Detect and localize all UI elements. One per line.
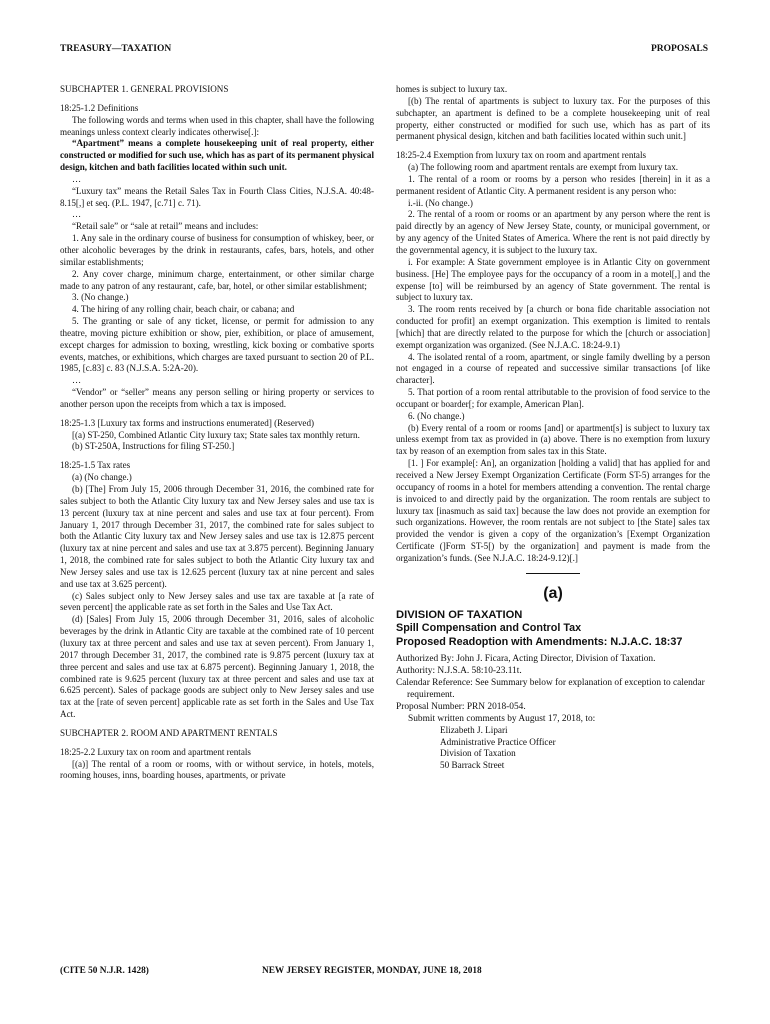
paragraph: [(a)] The rental of a room or rooms, with or without service, in hotels, motels, rooming houses, inns, boarding houses, apartments, or private xyxy=(60,758,374,781)
paragraph: (c) Sales subject only to New Jersey sales and use tax are taxable at [a rate of seven percent] the applicable rate as set forth in the Sales and Use Tax Act. xyxy=(60,590,374,613)
paragraph: 4. The isolated rental of a room, apartment, or single family dwelling by a person not engaged in a course of repeated and successive similar transactions [of like character]. xyxy=(396,351,710,386)
paragraph: (d) [Sales] From July 15, 2006 through December 31, 2016, sales of alcoholic beverages by the drink in Atlantic City are taxable at the combined rate of 10 percent (luxury tax at three percent and sales and use tax at seven percent). From January 1, 2017 through December 31, 2017, the combined rate is 9.875 percent (luxury tax at three percent and sales and use tax at 6.875 percent). Beginning January 1, 2018, the combined rate is 9.625 percent (luxury tax at three percent and sales and use tax at 6.625 percent). Sales of package goods are subject only to New Jersey sales and use tax at the [rate of seven percent] applicable rate as set forth in the Sales and Use Tax Act. xyxy=(60,614,374,720)
paragraph: 1. The rental of a room or rooms by a person who resides [therein] in it as a permanent resident of Atlantic City. A permanent resident is any person who: xyxy=(396,173,710,196)
paragraph: 4. The hiring of any rolling chair, beach chair, or cabana; and xyxy=(72,304,295,315)
calendar-reference: Calendar Reference: See Summary below for explanation of exception to calendar requirement. xyxy=(396,678,705,701)
paragraph: … xyxy=(72,209,82,220)
paragraph: 18:25-1.5 Tax rates xyxy=(60,460,131,471)
footer-citation: (CITE 50 N.J.R. 1428) xyxy=(60,966,149,976)
paragraph: (b) Every rental of a room or rooms [and] or apartment[s] is subject to luxury tax unless exempt from tax as provided in (a) above. There is no exemption from luxury tax by reason of an exemption from sales tax in this State. xyxy=(396,422,710,457)
address-line: 50 Barrack Street xyxy=(440,759,505,770)
left-column xyxy=(60,84,374,782)
paragraph: (a) The following room and apartment rentals are exempt from luxury tax. xyxy=(408,162,679,173)
paragraph: 3. The room rents received by [a church or bona fide charitable association not conducted for profit] an exempt organization. This exemption is limited to rentals [which] that are directly related to the purpose for which the [church or association] exempt organization was organized. (See N.J.A.C. 18:24-9.1) xyxy=(396,304,710,350)
running-header-left: TREASURY—TAXATION xyxy=(60,44,172,54)
paragraph: 18:25-1.2 Definitions xyxy=(60,102,139,113)
paragraph: 6. (No change.) xyxy=(408,410,465,421)
footer-register-date: NEW JERSEY REGISTER, MONDAY, JUNE 18, 2018 xyxy=(262,966,482,976)
authorized-by: Authorized By: John J. Ficara, Acting Director, Division of Taxation. xyxy=(396,654,656,665)
paragraph: “Luxury tax” means the Retail Sales Tax in Fourth Class Cities, N.J.S.A. 40:48-8.15[,] et seq. (P.L. 1947, [c.71] c. 71). xyxy=(60,185,374,208)
right-column xyxy=(396,84,710,771)
paragraph: [(b) The rental of apartments is subject to luxury tax. For the purposes of this subchapter, an apartment is defined to be a complete housekeeping unit of real property, either constructed or modified for such use, which has as part of its permanent physical design, kitchen and bath facilities located within such unit.] xyxy=(396,95,710,142)
paragraph: (a) (No change.) xyxy=(72,472,132,483)
proposal-number: Proposal Number: PRN 2018-054. xyxy=(396,702,526,713)
paragraph: The following words and terms when used in this chapter, shall have the following meanings unless context clearly indicates otherwise[.]: xyxy=(60,114,374,137)
mailing-address xyxy=(396,725,710,771)
section-divider xyxy=(526,573,580,574)
paragraph: 5. The granting or sale of any ticket, license, or permit for admission to any theatre, moving picture exhibition or show, pier, exhibition, or place of amusement, except charges for admission to boxing, wrestling, kick boxing or combative sports events, matches, or exhibitions, which charges are taxed pursuant to section 20 of P.L. 1985, [c.83] c. 83 (N.J.S.A. 5:2A-20). xyxy=(60,316,374,374)
running-header-right: PROPOSALS xyxy=(650,44,708,54)
paragraph: SUBCHAPTER 2. ROOM AND APARTMENT RENTALS xyxy=(60,727,278,738)
paragraph: 1. Any sale in the ordinary course of business for consumption of whiskey, beer, or other alcoholic beverages by the drink in restaurants, cafes, bars, hotels, and other similar establishments; xyxy=(60,233,374,267)
paragraph: 2. The rental of a room or rooms or an apartment by any person where the rent is paid directly by an agency of New Jersey State, county, or municipal government, or by any agency of the United States of America. Where the rent is not paid directly by the governmental agency, it is subject to the luxury tax. xyxy=(396,209,710,255)
right-column-text xyxy=(396,84,710,565)
paragraph: [1. ] For example[: An], an organization [holding a valid] that has applied for and received a New Jersey Exempt Organization Certificate (Form ST-5) arranges for the occupancy of rooms in a hotel for members attending a convention. The rental charge is invoiced to and directly paid by the organization. The room rentals are subject to luxury tax [inasmuch as said tax] because the law does not provide an exemption for such organizations. However, the room rentals are not subject to [the State] sales tax provided the vendor is given a copy of the organization’s [Exempt Organization Certificate (]Form ST-5[) by the organization] and payment is made from the organization’s funds. (See N.J.A.C. 18:24-9.12)[.] xyxy=(396,458,710,563)
paragraph: … xyxy=(72,173,82,184)
paragraph: … xyxy=(72,375,82,386)
paragraph: (b) [The] From July 15, 2006 through December 31, 2016, the combined rate for sales subject to both the Atlantic City luxury tax and New Jersey sales and use tax is 13 percent (luxury tax at nine percent and sales and use tax at four percent). From January 1, 2017 through December 31, 2017, the combined rate for sales subject to both the Atlantic City luxury tax and New Jersey sales and use tax is 12.875 percent (luxury tax at nine percent and sales and use tax at 3.875 percent). Beginning January 1, 2018, the combined rate for sales subject to both the Atlantic City luxury tax and New Jersey sales and use tax is 12.625 percent (luxury tax at nine percent and sales and use tax at 3.625 percent). xyxy=(60,484,374,589)
paragraph: i. For example: A State government employee is in Atlantic City on government business. [He] The employee pays for the occupancy of a room in a motel[,] and the expense [to] will be reimbursed by an agency of State government. The rental is subject to luxury tax. xyxy=(396,256,710,303)
paragraph: 18:25-2.2 Luxury tax on room and apartment rentals xyxy=(60,746,251,757)
paragraph: “Retail sale” or “sale at retail” means and includes: xyxy=(72,221,259,232)
address-line: Division of Taxation xyxy=(440,748,516,759)
paragraph: [(a) ST-250, Combined Atlantic City luxury tax; State sales tax monthly return. xyxy=(72,429,360,440)
paragraph: 18:25-1.3 [Luxury tax forms and instructions enumerated] (Reserved) xyxy=(60,417,315,428)
paragraph: SUBCHAPTER 1. GENERAL PROVISIONS xyxy=(60,84,229,94)
address-line: Administrative Practice Officer xyxy=(440,736,556,747)
paragraph: homes is subject to luxury tax. xyxy=(396,84,508,94)
address-line: Elizabeth J. Lipari xyxy=(440,725,508,736)
paragraph: 3. (No change.) xyxy=(72,292,129,303)
paragraph: 18:25-2.4 Exemption from luxury tax on room and apartment rentals xyxy=(396,150,647,161)
notice-letter: (a) xyxy=(543,584,563,602)
paragraph: 5. That portion of a room rental attributable to the provision of food service to the occupant or boarder[; for example, American Plan]. xyxy=(396,387,710,409)
paragraph: (b) ST-250A, Instructions for filing ST-250.] xyxy=(72,441,235,452)
paragraph: 2. Any cover charge, minimum charge, entertainment, or other similar charge made to any patron of any restaurant, cafe, bar, hotel, or other similar establishment; xyxy=(60,268,374,291)
notice-subject: Spill Compensation and Control Tax xyxy=(396,621,582,634)
authority: Authority: N.J.S.A. 58:10-23.11t. xyxy=(396,666,522,677)
proposal-title: Proposed Readoption with Amendments: N.J.A.C. 18:37 xyxy=(396,635,683,648)
paragraph: “Vendor” or “seller” means any person selling or hiring property or services to another person upon the receipts from which a tax is imposed. xyxy=(60,387,374,409)
paragraph: i.-ii. (No change.) xyxy=(408,197,473,208)
paragraph: “Apartment” means a complete housekeeping unit of real property, either constructed or modified for such use, which has as part of its permanent physical design, kitchen and bath facilities located within such unit. xyxy=(60,138,374,173)
submit-comments: Submit written comments by August 17, 2018, to: xyxy=(408,714,596,725)
agency-heading: DIVISION OF TAXATION xyxy=(396,608,523,621)
